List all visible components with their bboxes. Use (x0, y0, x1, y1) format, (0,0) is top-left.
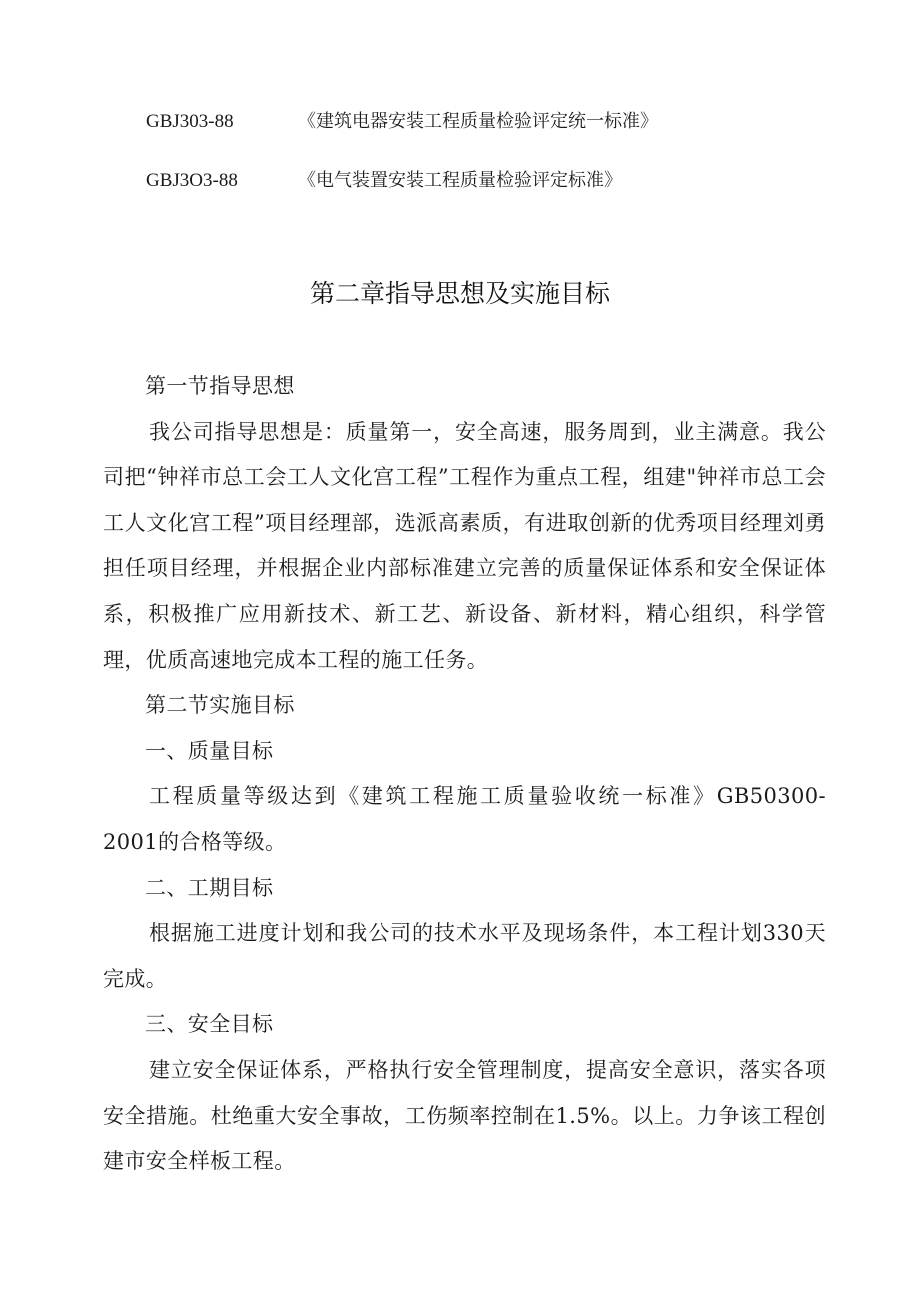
quality-goal-paragraph: 工程质量等级达到《建筑工程施工质量验收统一标准》GB50300-2001的合格等级。 (103, 784, 826, 854)
standard-code: GBJ3O3-88 (146, 170, 238, 191)
standard-row-1 (146, 107, 658, 135)
standard-title: 《电气装置安装工程质量检验评定标准》 (298, 170, 622, 191)
section-1-paragraph: 我公司指导思想是：质量第一，安全高速，服务周到，业主满意。我公司把“钟祥市总工会工人文化宫工程”工程作为重点工程，组建"钟祥市总工会工人文化宫工程”项目经理部，选派高素质，有进取创新的优秀项目经理刘勇担任项目经理，并根据企业内部标准建立完善的质量保证体系和安全保证体系，积极推广应用新技术、新工艺、新设备、新材料，精心组织，科学管理，优质高速地完成本工程的施工任务。 (103, 419, 826, 672)
section-2-heading: 第二节实施目标 (145, 693, 295, 718)
document-body (103, 364, 826, 1185)
standard-row-2 (146, 166, 622, 194)
safety-goal-heading: 三、安全目标 (145, 1012, 274, 1037)
schedule-goal-paragraph: 根据施工进度计划和我公司的技术水平及现场条件，本工程计划330天完成。 (103, 921, 826, 991)
schedule-goal-heading: 二、工期目标 (145, 875, 274, 900)
quality-goal-heading: 一、质量目标 (145, 738, 274, 763)
section-1-heading: 第一节指导思想 (145, 374, 295, 398)
chapter-title: 第二章指导思想及实施目标 (309, 279, 610, 308)
standard-code: GBJ303-88 (146, 111, 234, 132)
standard-title: 《建筑电器安装工程质量检验评定统一标准》 (298, 111, 658, 132)
safety-goal-paragraph: 建立安全保证体系，严格执行安全管理制度，提高安全意识，落实各项安全措施。杜绝重大安全事故，工伤频率控制在1.5%。以上。力争该工程创建市安全样板工程。 (103, 1057, 826, 1174)
